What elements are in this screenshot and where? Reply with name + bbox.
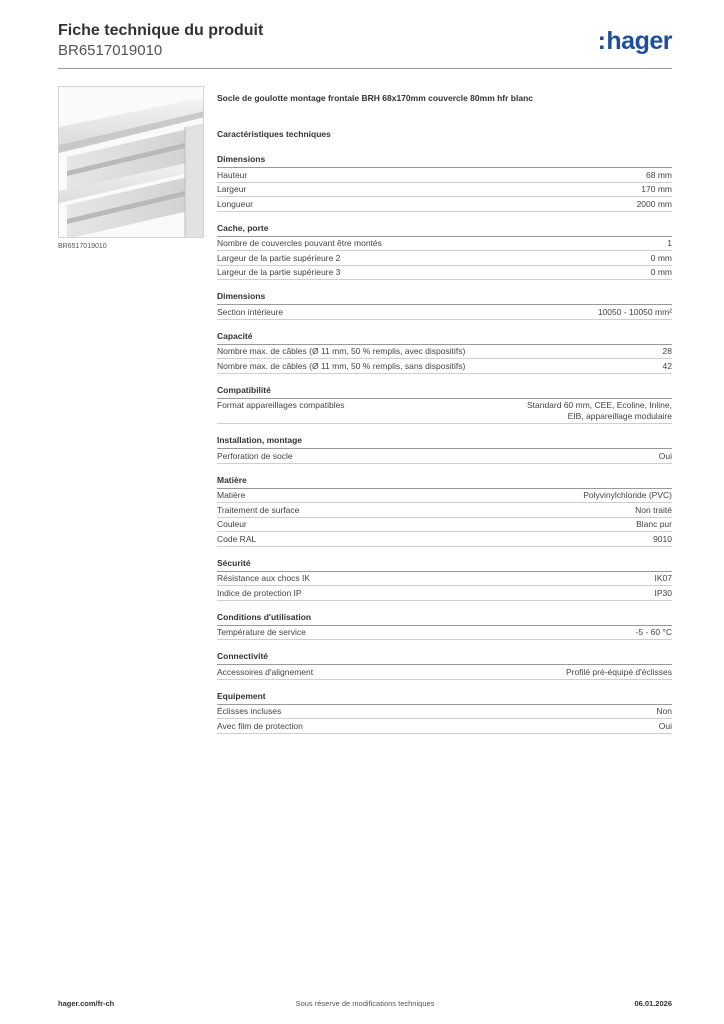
spec-row — [217, 399, 672, 425]
spec-label: Section intérieure — [217, 306, 284, 317]
spec-label: Indice de protection IP — [217, 587, 302, 598]
spec-row — [217, 489, 672, 504]
section-equipement — [217, 691, 672, 734]
spec-value: Non traité — [635, 504, 672, 515]
spec-row — [217, 665, 672, 680]
spec-row — [217, 197, 672, 212]
spec-value: Polyvinylchloride (PVC) — [583, 490, 672, 500]
spec-value: 170 mm — [641, 184, 672, 194]
spec-value: 28 — [662, 346, 672, 356]
section-conditions-utilisation — [217, 612, 672, 641]
page-header — [58, 21, 672, 69]
product-image — [58, 86, 204, 238]
section-title: Connectivité — [217, 651, 672, 665]
spec-label: Largeur — [217, 184, 247, 194]
section-title: Capacité — [217, 331, 672, 345]
footer-website-link[interactable]: hager.com/fr-ch — [58, 999, 115, 1008]
spec-label: Code RAL — [217, 533, 257, 544]
product-description: Socle de goulotte montage frontale BRH 68x170mm couvercle 80mm hfr blanc — [217, 93, 534, 103]
spec-label: Nombre max. de câbles (Ø 11 mm, 50 % remplis, sans dispositifs) — [217, 360, 466, 371]
section-title: Dimensions — [217, 291, 672, 305]
spec-row — [217, 719, 672, 734]
spec-value: Profilé pré-équipé d'éclisses — [565, 666, 672, 677]
logo-prefix: : — [597, 27, 606, 55]
spec-value: 1 — [667, 238, 672, 248]
spec-value: IK07 — [654, 573, 672, 583]
spec-value: 10050 - 10050 mm² — [597, 306, 672, 317]
footer-date: 06.01.2026 — [634, 999, 672, 1008]
spec-label: Résistance aux chocs IK — [217, 573, 311, 583]
spec-label: Nombre max. de câbles (Ø 11 mm, 50 % remplis, avec dispositifs) — [217, 346, 466, 356]
spec-row — [217, 449, 672, 464]
spec-value: 0 mm — [650, 252, 672, 263]
section-cache-porte — [217, 223, 672, 281]
footer-notice: Sous réserve de modifications techniques — [295, 999, 435, 1008]
spec-row — [217, 572, 672, 587]
spec-value — [527, 400, 672, 422]
section-securite — [217, 558, 672, 601]
spec-label: Éclisses incluses — [217, 706, 282, 716]
product-reference: BR6517019010 — [58, 42, 163, 59]
spec-value: IP30 — [654, 587, 672, 598]
spec-value: Blanc pur — [636, 519, 672, 529]
spec-value: Oui — [658, 720, 672, 731]
spec-row — [217, 626, 672, 641]
spec-row — [217, 503, 672, 518]
spec-value: Oui — [658, 450, 672, 461]
spec-label: Couleur — [217, 519, 247, 529]
spec-row — [217, 305, 672, 320]
section-title: Matière — [217, 475, 672, 489]
spec-value: -5 - 60 °C — [635, 627, 672, 637]
spec-row — [217, 518, 672, 533]
section-title: Installation, montage — [217, 435, 672, 449]
section-dimensions-interior — [217, 291, 672, 320]
section-matiere — [217, 475, 672, 547]
spec-row — [217, 237, 672, 252]
spec-value: 42 — [662, 360, 672, 371]
spec-label: Largeur de la partie supérieure 2 — [217, 252, 341, 263]
spec-value: 9010 — [653, 533, 672, 544]
cable-trunking-illustration — [59, 87, 204, 238]
spec-value-line-2: EIB, appareillage modulaire — [567, 411, 672, 421]
spec-label: Longueur — [217, 198, 253, 209]
spec-value: 0 mm — [650, 267, 672, 277]
section-title: Cache, porte — [217, 223, 672, 237]
spec-row — [217, 183, 672, 198]
header-divider — [58, 68, 672, 69]
spec-value: Non — [656, 706, 672, 716]
section-title: Equipement — [217, 691, 672, 705]
technical-characteristics-heading: Caractéristiques techniques — [217, 129, 331, 139]
product-details — [217, 92, 672, 745]
section-capacite — [217, 331, 672, 374]
spec-row — [217, 345, 672, 360]
spec-row — [217, 586, 672, 601]
section-installation-montage — [217, 435, 672, 464]
spec-value: 2000 mm — [636, 198, 672, 209]
spec-label: Perforation de socle — [217, 450, 293, 461]
spec-row — [217, 532, 672, 547]
section-connectivite — [217, 651, 672, 680]
hager-logo — [598, 27, 672, 56]
spec-value-line-1: Standard 60 mm, CEE, Ecoline, Inline, — [526, 400, 672, 410]
spec-label: Avec film de protection — [217, 720, 303, 731]
section-title: Dimensions — [217, 154, 672, 168]
spec-label: Traitement de surface — [217, 504, 300, 515]
spec-row — [217, 266, 672, 281]
spec-label: Accessoires d'alignement — [217, 666, 314, 677]
spec-row — [217, 359, 672, 374]
section-dimensions — [217, 154, 672, 212]
section-title: Conditions d'utilisation — [217, 612, 672, 626]
section-compatibilite — [217, 385, 672, 425]
spec-label: Nombre de couvercles pouvant être montés — [217, 238, 382, 248]
section-title: Compatibilité — [217, 385, 672, 399]
spec-row — [217, 705, 672, 720]
spec-label: Format appareillages compatibles — [217, 400, 345, 410]
section-title: Sécurité — [217, 558, 672, 572]
spec-value: 68 mm — [646, 169, 672, 180]
spec-row — [217, 251, 672, 266]
spec-label: Largeur de la partie supérieure 3 — [217, 267, 341, 277]
image-caption: BR6517019010 — [58, 243, 107, 250]
document-title: Fiche technique du produit — [58, 22, 264, 39]
logo-text: hager — [606, 27, 672, 55]
spec-label: Matière — [217, 490, 246, 500]
spec-row — [217, 168, 672, 183]
spec-label: Hauteur — [217, 169, 248, 180]
spec-label: Température de service — [217, 627, 306, 637]
